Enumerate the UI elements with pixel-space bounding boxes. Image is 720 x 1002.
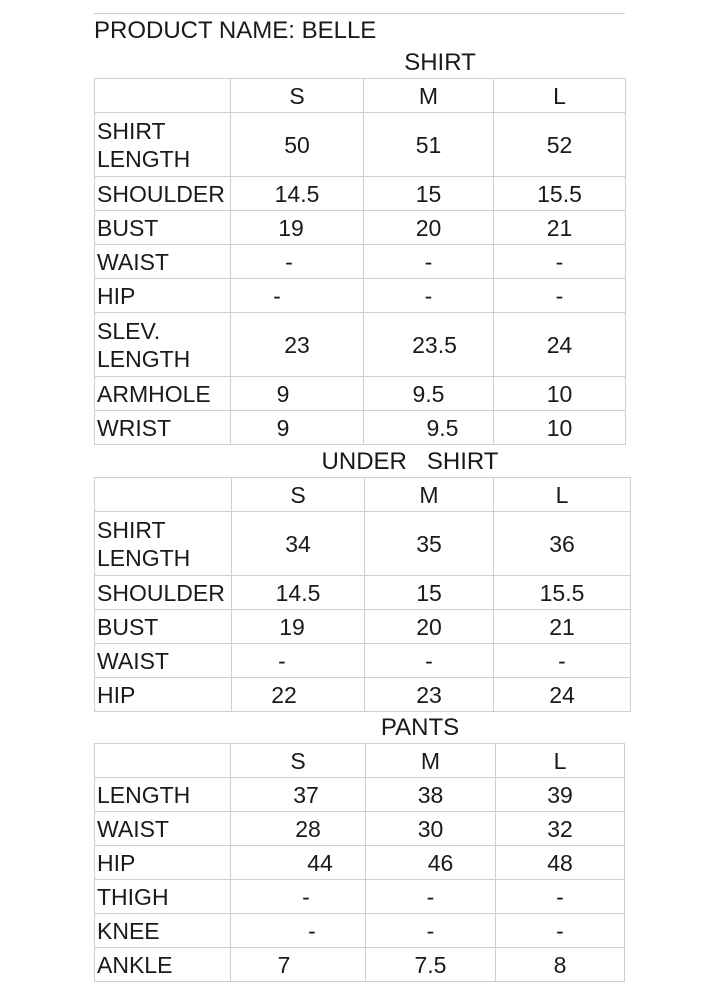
table-row (95, 512, 631, 576)
measurement-value-l: 10 (494, 377, 626, 411)
measurement-value-m: 23 (365, 678, 494, 712)
table-row (95, 279, 626, 313)
measurement-label: BUST (95, 211, 231, 245)
size-header-l: L (496, 744, 625, 778)
measurement-value-m: - (364, 279, 494, 313)
table-row (95, 778, 625, 812)
measurement-value-m: 20 (365, 610, 494, 644)
measurement-value-s: - (231, 880, 366, 914)
measurement-label: SHIRT LENGTH (95, 113, 231, 177)
table-row (95, 846, 625, 880)
measurement-value-l: - (494, 279, 626, 313)
size-header-s: S (232, 478, 365, 512)
measurement-value-m: - (364, 245, 494, 279)
table-row (95, 880, 625, 914)
measurement-value-l: - (496, 880, 625, 914)
measurement-value-s: 14.5 (232, 576, 365, 610)
measurement-value-l: - (494, 245, 626, 279)
size-header-row (95, 79, 626, 113)
measurement-value-s: 28 (231, 812, 366, 846)
measurement-label: HIP (95, 846, 231, 880)
measurement-label: WRIST (95, 411, 231, 445)
shirt-size-table (94, 78, 626, 445)
measurement-value-l: 24 (494, 678, 631, 712)
measurement-value-s: - (231, 279, 364, 313)
under-shirt-size-table (94, 477, 631, 712)
size-header-l: L (494, 478, 631, 512)
table-row (95, 177, 626, 211)
size-header-m: M (364, 79, 494, 113)
measurement-value-m: - (365, 644, 494, 678)
table-row (95, 644, 631, 678)
measurement-label: ARMHOLE (95, 377, 231, 411)
measurement-value-m: 7.5 (366, 948, 496, 982)
table-row (95, 245, 626, 279)
size-header-l: L (494, 79, 626, 113)
measurement-value-l: 52 (494, 113, 626, 177)
table-row (95, 411, 626, 445)
corner-cell (95, 478, 232, 512)
measurement-value-m: - (366, 880, 496, 914)
measurement-value-l: 21 (494, 211, 626, 245)
measurement-label: HIP (95, 279, 231, 313)
measurement-value-l: 15.5 (494, 576, 631, 610)
measurement-value-s: 9 (231, 377, 364, 411)
measurement-value-m: 46 (366, 846, 496, 880)
measurement-label: SHIRT LENGTH (95, 512, 232, 576)
measurement-label: SHOULDER (95, 576, 232, 610)
measurement-value-l: 32 (496, 812, 625, 846)
measurement-value-s: - (232, 644, 365, 678)
measurement-value-m: 51 (364, 113, 494, 177)
measurement-label: HIP (95, 678, 232, 712)
measurement-value-l: 39 (496, 778, 625, 812)
table-row (95, 678, 631, 712)
size-header-row (95, 478, 631, 512)
measurement-value-m: - (366, 914, 496, 948)
size-header-row (95, 744, 625, 778)
pants-size-table (94, 743, 625, 982)
measurement-label: THIGH (95, 880, 231, 914)
corner-cell (95, 744, 231, 778)
under-shirt-section-title: UNDER SHIRT (321, 448, 499, 475)
measurement-value-m: 23.5 (364, 313, 494, 377)
measurement-value-s: 22 (232, 678, 365, 712)
measurement-value-s: - (231, 914, 366, 948)
measurement-value-l: 36 (494, 512, 631, 576)
measurement-label: SHOULDER (95, 177, 231, 211)
measurement-label: SLEV. LENGTH (95, 313, 231, 377)
measurement-value-s: 9 (231, 411, 364, 445)
measurement-value-s: - (231, 245, 364, 279)
measurement-value-l: 24 (494, 313, 626, 377)
measurement-label: WAIST (95, 245, 231, 279)
measurement-value-m: 9.5 (364, 377, 494, 411)
measurement-value-l: 15.5 (494, 177, 626, 211)
table-row (95, 948, 625, 982)
measurement-value-m: 20 (364, 211, 494, 245)
measurement-label: WAIST (95, 812, 231, 846)
measurement-value-s: 19 (231, 211, 364, 245)
table-row (95, 812, 625, 846)
measurement-label: LENGTH (95, 778, 231, 812)
measurement-value-s: 19 (232, 610, 365, 644)
measurement-value-m: 35 (365, 512, 494, 576)
size-header-m: M (366, 744, 496, 778)
measurement-value-m: 15 (365, 576, 494, 610)
table-row (95, 914, 625, 948)
size-header-m: M (365, 478, 494, 512)
table-row (95, 113, 626, 177)
size-header-s: S (231, 79, 364, 113)
measurement-value-l: - (496, 914, 625, 948)
shirt-section-title: SHIRT (404, 49, 476, 76)
corner-cell (95, 79, 231, 113)
measurement-value-s: 23 (231, 313, 364, 377)
measurement-value-s: 50 (231, 113, 364, 177)
product-name: PRODUCT NAME: BELLE (94, 17, 377, 44)
measurement-label: KNEE (95, 914, 231, 948)
measurement-label: WAIST (95, 644, 232, 678)
table-row (95, 211, 626, 245)
measurement-value-m: 30 (366, 812, 496, 846)
measurement-value-m: 9.5 (364, 411, 494, 445)
table-row (95, 576, 631, 610)
measurement-value-l: 48 (496, 846, 625, 880)
measurement-value-l: - (494, 644, 631, 678)
size-header-s: S (231, 744, 366, 778)
measurement-value-s: 44 (231, 846, 366, 880)
pants-section-title: PANTS (380, 714, 460, 741)
measurement-value-l: 21 (494, 610, 631, 644)
measurement-label: ANKLE (95, 948, 231, 982)
measurement-label: BUST (95, 610, 232, 644)
measurement-value-s: 14.5 (231, 177, 364, 211)
measurement-value-s: 34 (232, 512, 365, 576)
measurement-value-m: 38 (366, 778, 496, 812)
measurement-value-s: 37 (231, 778, 366, 812)
table-row (95, 610, 631, 644)
top-divider (94, 13, 625, 14)
table-row (95, 377, 626, 411)
measurement-value-l: 10 (494, 411, 626, 445)
measurement-value-l: 8 (496, 948, 625, 982)
table-row (95, 313, 626, 377)
measurement-value-s: 7 (231, 948, 366, 982)
measurement-value-m: 15 (364, 177, 494, 211)
